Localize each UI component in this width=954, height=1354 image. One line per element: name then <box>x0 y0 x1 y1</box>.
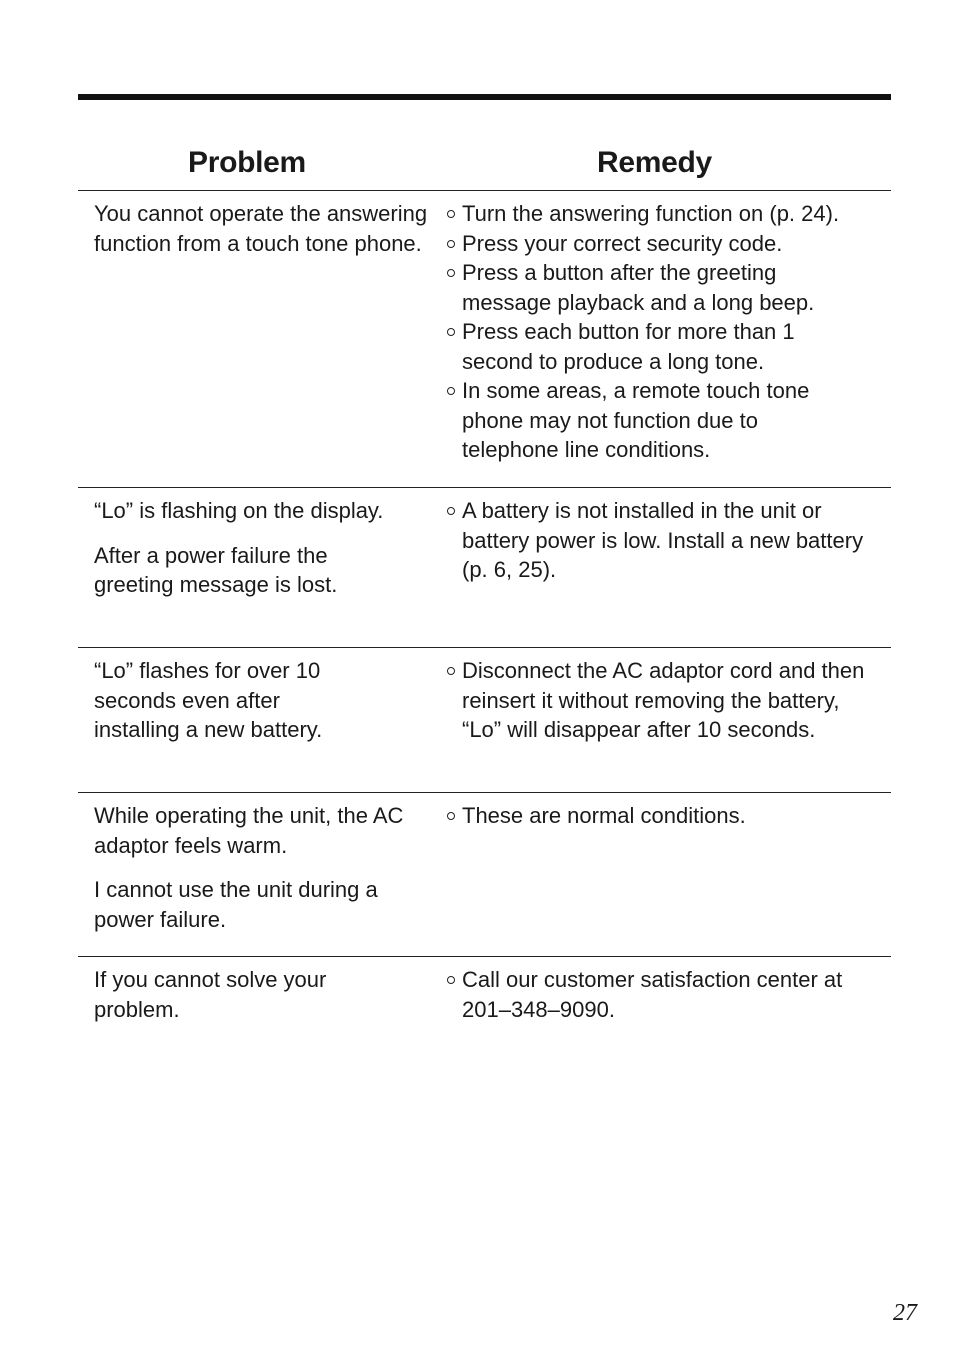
problem-text: You cannot operate the answering function from a touch tone phone. <box>94 201 428 256</box>
remedy-item: Disconnect the AC adaptor cord and then reinsert it without removing the battery, “Lo” will disappear after 10 seconds. <box>447 656 867 745</box>
problem-cell <box>94 496 384 600</box>
remedy-item: Press each button for more than 1 second to produce a long tone. <box>447 317 842 376</box>
problem-cell <box>94 656 359 745</box>
troubleshooting-table <box>78 190 891 1047</box>
remedy-item: Press a button after the greeting message playback and a long beep. <box>447 258 842 317</box>
remedy-cell <box>447 965 897 1024</box>
bullet-icon <box>447 328 455 336</box>
table-row <box>78 956 891 1047</box>
remedy-item: In some areas, a remote touch tone phone may not function due to telephone line conditions. <box>447 376 847 465</box>
problem-text: After a power failure the greeting message is lost. <box>94 542 338 597</box>
problem-text: If you cannot solve your problem. <box>94 967 327 1022</box>
remedy-cell <box>447 199 897 465</box>
table-row <box>78 647 891 792</box>
table-row <box>78 190 891 487</box>
remedy-item: Press your correct security code. <box>447 229 897 259</box>
problem-text: While operating the unit, the AC adaptor feels warm. <box>94 803 404 858</box>
problem-text: I cannot use the unit during a power failure. <box>94 877 378 932</box>
table-row <box>78 792 891 956</box>
bullet-icon <box>447 210 455 218</box>
remedy-cell <box>447 496 897 585</box>
remedy-cell <box>447 801 897 831</box>
bullet-icon <box>447 387 455 395</box>
problem-cell <box>94 199 434 258</box>
top-rule <box>78 94 891 100</box>
bullet-icon <box>447 667 455 675</box>
problem-text: “Lo” is flashing on the display. <box>94 498 384 523</box>
remedy-header: Remedy <box>597 146 712 179</box>
bullet-icon <box>447 240 455 248</box>
remedy-item: A battery is not installed in the unit or battery power is low. Install a new battery (p. 6, 25). <box>447 496 872 585</box>
bullet-icon <box>447 976 455 984</box>
bullet-icon <box>447 507 455 515</box>
remedy-item: Turn the answering function on (p. 24). <box>447 199 897 229</box>
problem-cell <box>94 801 419 934</box>
bullet-icon <box>447 269 455 277</box>
table-row <box>78 487 891 647</box>
page-number: 27 <box>893 1300 917 1326</box>
bullet-icon <box>447 812 455 820</box>
remedy-item: Call our customer satisfaction center at 201–348–9090. <box>447 965 897 1024</box>
problem-cell <box>94 965 364 1024</box>
table-header <box>78 146 891 190</box>
remedy-item: These are normal conditions. <box>447 801 897 831</box>
problem-text: “Lo” flashes for over 10 seconds even after installing a new battery. <box>94 658 323 742</box>
problem-header: Problem <box>188 146 306 179</box>
remedy-cell <box>447 656 897 745</box>
